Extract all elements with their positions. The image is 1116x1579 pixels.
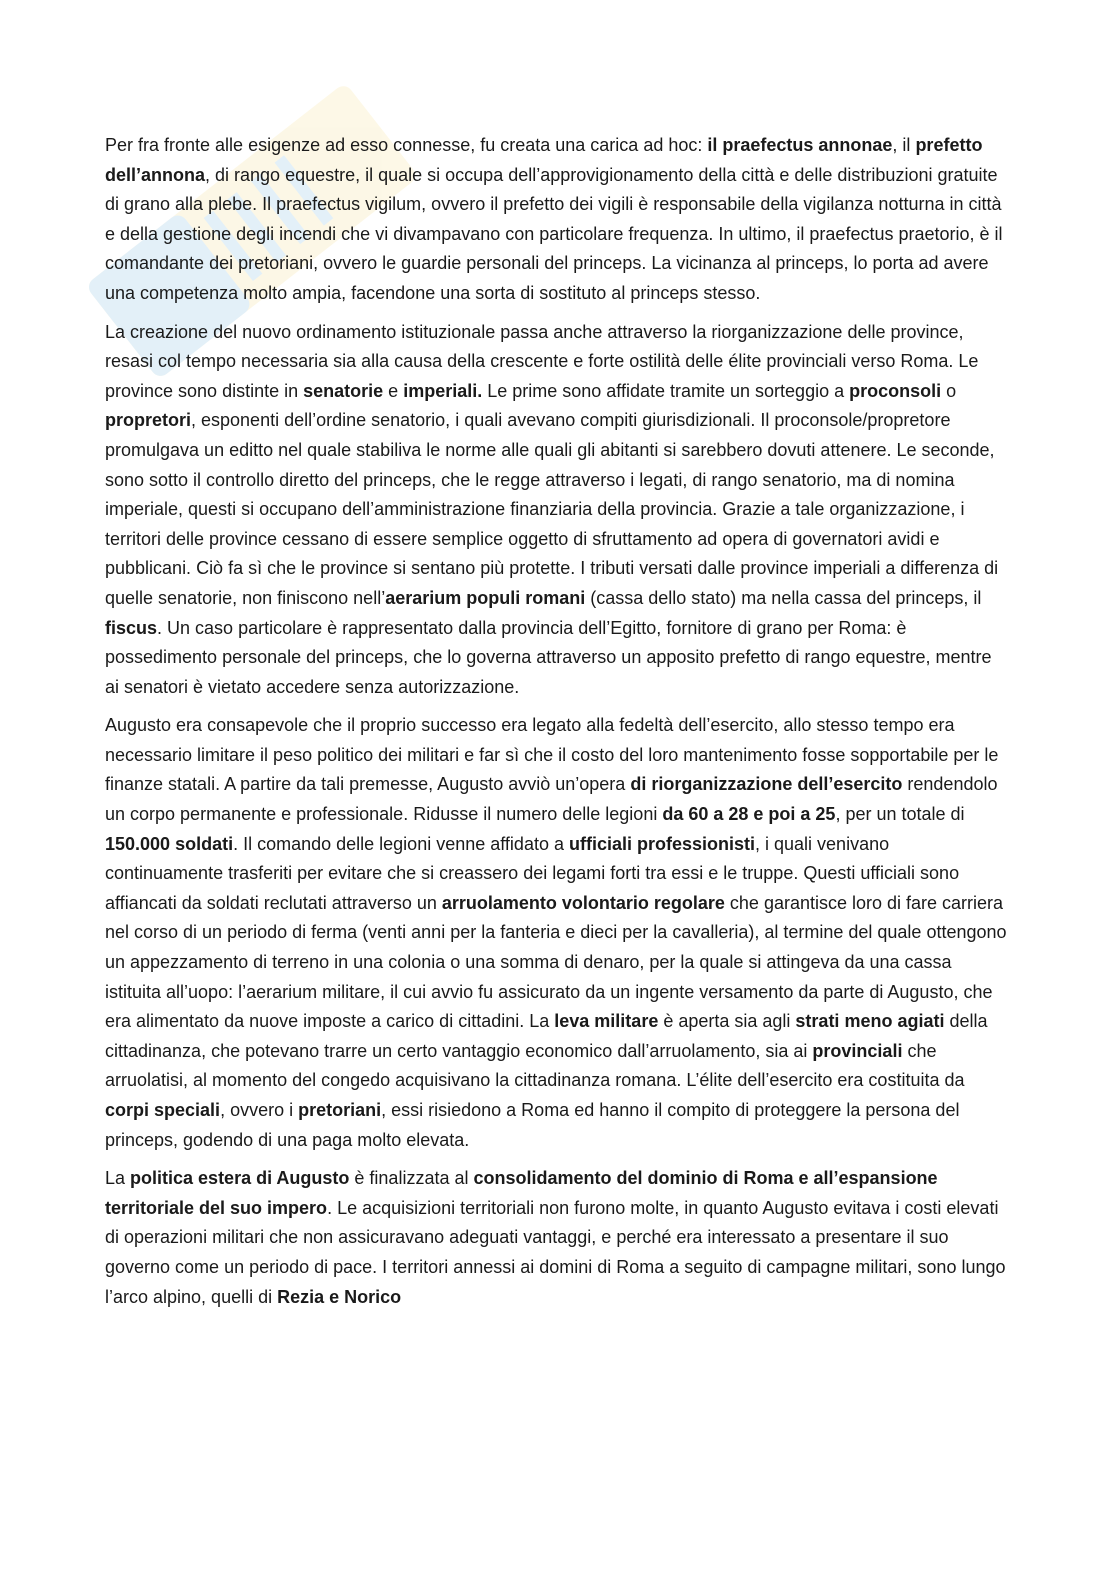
text-run: , ovvero i [220,1100,299,1120]
bold-text: pretoriani [298,1100,382,1120]
bold-text: strati meno agiati [795,1011,945,1032]
bold-text: senatorie [303,380,384,401]
bold-text: il praefectus annonae [707,135,893,155]
bold-text: 150.000 soldati [105,833,234,854]
text-run: che garantisce loro di fare carriera nel corso di un periodo di ferma (venti anni per la fanteria e dieci per la cavalleria), al termine del quale ottengono un appezzamento di terreno in una colonia o una somma di denaro, per la quale si attingeva da una cassa istituita all’uopo: l’aerarium militare, il cui avvio fu assicurato da un ingente versamento da parte di Augusto, che era alimentato da nuove imposte a carico di cittadini. La [105,892,1007,1032]
text-run: La [105,1168,131,1189]
bold-text: arruolamento volontario regolare [441,892,725,913]
text-run: o [941,380,957,401]
bold-text: ufficiali professionisti [568,833,756,854]
bold-text: proconsoli [849,380,942,401]
bold-text: Rezia e Norico [277,1286,402,1307]
bold-text: prefetto dell’annona [105,135,983,185]
text-run: rendendolo un corpo permanente e professionale. Ridusse il numero delle legioni [105,774,998,825]
bold-text: di riorganizzazione dell’esercito [630,774,903,795]
text-run: . Un caso particolare è rappresentato dalla provincia dell’Egitto, fornitore di grano per Roma: è possedimento personale del princeps, che lo governa attraverso un apposito prefetto di rango equestre, mentre ai senatori è vietato accedere senza autorizzazione. [105,617,992,697]
text-run: , i quali venivano continuamente trasferiti per evitare che si creassero dei legami forti tra essi e le truppe. Questi ufficiali sono affiancati da soldati reclutati attraverso un [105,833,960,913]
text-run: (cassa dello stato) ma nella cassa del princeps, il [585,587,982,608]
text-run: è aperta sia agli [658,1011,796,1032]
text-run: . Le acquisizioni territoriali non furono molte, in quanto Augusto evitava i costi elevati di operazioni militari che non assicuravano adeguati vantaggi, e perché era interessato a presentare il suo governo come un periodo di pace. I territori annessi ai domini di Roma a seguito di campagne militari, sono lungo l’arco alpino, quelli di [105,1197,1006,1307]
bold-text: leva militare [554,1011,659,1032]
text-run: , il [892,135,916,155]
text-run: Augusto era consapevole che il proprio successo era legato alla fedeltà dell’esercito, allo stesso tempo era necessario limitare il peso politico dei militari e far sì che il costo del loro mantenimento fosse sopportabile per le finanze statali. A partire da tali premesse, Augusto avviò un’opera [105,715,999,795]
paragraph-2 [105,318,1010,703]
bold-text: fiscus [105,617,158,638]
text-run: Le prime sono affidate tramite un sorteggio a [482,380,850,401]
paragraph-4 [105,1164,1010,1312]
paragraph-3 [105,711,1010,1155]
text-run: . Il comando delle legioni venne affidato a [233,833,569,854]
bold-text: politica estera di Augusto [130,1168,350,1189]
text-run: , per un totale di [835,804,965,825]
text-run: La creazione del nuovo ordinamento istituzionale passa anche attraverso la riorganizzazione delle province, resasi col tempo necessaria sia alla causa della crescente e forte ostilità delle élite provinciali verso Roma. Le province sono distinte in [105,321,979,401]
bold-text: consolidamento del dominio di Roma e all’espansione territoriale del suo impero [105,1168,938,1218]
bold-text: imperiali. [403,380,483,401]
paragraph-1 [105,131,1010,309]
text-run: e [383,380,404,401]
text-run: della cittadinanza, che potevano trarre un certo vantaggio economico dall’arruolamento, sia ai [105,1011,988,1061]
document-body [105,131,1010,1321]
text-run: Per fra fronte alle esigenze ad esso connesse, fu creata una carica ad hoc: [105,135,708,155]
bold-text: propretori [105,410,192,431]
text-run: che arruolatisi, al momento del congedo acquisivano la cittadinanza romana. L’élite dell’esercito era costituita da [105,1040,965,1091]
text-run: è finalizzata al [349,1168,474,1189]
bold-text: provinciali [812,1040,903,1061]
text-run: , di rango equestre, il quale si occupa dell’approvigionamento della città e delle distribuzioni gratuite di grano alla plebe. Il praefectus vigilum, ovvero il prefetto dei vigili è responsabile della vigilanza notturna in città e della gestione degli incendi che vi divampavano con particolare frequenza. In ultimo, il praefectus praetorio, è il comandante dei pretoriani, ovvero le guardie personali del princeps. La vicinanza al princeps, lo porta ad avere una competenza molto ampia, facendone una sorta di sostituto al princeps stesso. [105,164,1003,303]
bold-text: aerarium populi romani [385,587,586,608]
text-run: , esponenti dell’ordine senatorio, i quali avevano compiti giurisdizionali. Il proconsole/propretore promulgava un editto nel quale stabiliva le norme alle quali gli abitanti si sarebbero dovuti attenere. Le seconde, sono sotto il controllo diretto del princeps, che le regge attraverso i legati, di rango senatorio, ma di nomina imperiale, questi si occupano dell’amministrazione finanziaria della provincia. Grazie a tale organizzazione, i territori delle province cessano di essere semplice oggetto di sfruttamento ad opera di governatori avidi e pubblicani. Ciò fa sì che le province si sentano più protette. I tributi versati dalle province imperiali a differenza di quelle senatorie, non finiscono nell’ [105,410,999,608]
text-run: , essi risiedono a Roma ed hanno il compito di proteggere la persona del princeps, godendo di una paga molto elevata. [105,1100,960,1150]
bold-text: da 60 a 28 e poi a 25 [662,804,836,825]
bold-text: corpi speciali [105,1100,221,1120]
